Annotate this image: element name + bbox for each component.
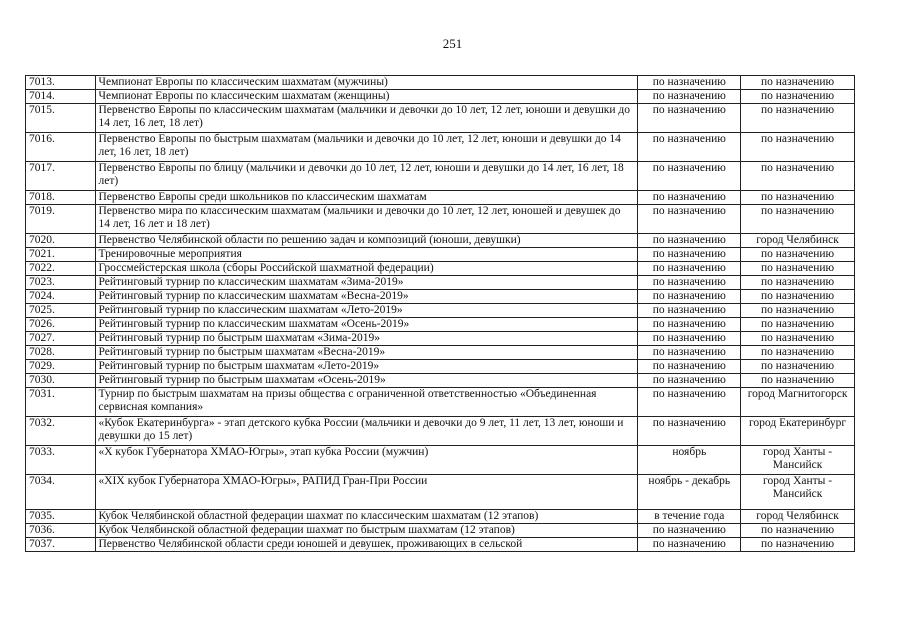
event-name: Кубок Челябинской областной федерации шахмат по быстрым шахматам (12 этапов) <box>95 524 638 538</box>
event-name: Первенство Европы среди школьников по классическим шахматам <box>95 191 638 205</box>
event-place: город Екатеринбург <box>741 417 855 446</box>
row-number: 7031. <box>26 388 96 417</box>
table-row <box>26 191 855 205</box>
event-date: по назначению <box>638 133 741 162</box>
event-name: Рейтинговый турнир по классическим шахматам «Осень-2019» <box>95 318 638 332</box>
row-number: 7014. <box>26 90 96 104</box>
table-row <box>26 332 855 346</box>
event-place: по назначению <box>741 346 855 360</box>
event-name: «Кубок Екатеринбурга» - этап детского кубка России (мальчики и девочки до 9 лет, 11 лет, 13 лет, юноши и девушки до 15 лет) <box>95 417 638 446</box>
event-name: Рейтинговый турнир по быстрым шахматам «Зима-2019» <box>95 332 638 346</box>
event-name: Чемпионат Европы по классическим шахматам (женщины) <box>95 90 638 104</box>
table-row <box>26 205 855 234</box>
event-place: город Челябинск <box>741 510 855 524</box>
event-place: по назначению <box>741 162 855 191</box>
row-number: 7033. <box>26 446 96 475</box>
event-name: Рейтинговый турнир по быстрым шахматам «Лето-2019» <box>95 360 638 374</box>
event-name: Гроссмейстерская школа (сборы Российской шахматной федерации) <box>95 262 638 276</box>
event-date: по назначению <box>638 290 741 304</box>
event-name: Первенство мира по классическим шахматам (мальчики и девочки до 10 лет, 12 лет, юношей и девушек до 14 лет, 16 лет и 18 лет) <box>95 205 638 234</box>
event-name: Рейтинговый турнир по быстрым шахматам «Весна-2019» <box>95 346 638 360</box>
event-date: ноябрь <box>638 446 741 475</box>
event-date: по назначению <box>638 388 741 417</box>
event-date: по назначению <box>638 205 741 234</box>
event-date: по назначению <box>638 417 741 446</box>
event-name: Рейтинговый турнир по классическим шахматам «Зима-2019» <box>95 276 638 290</box>
event-name: Первенство Европы по классическим шахматам (мальчики и девочки до 10 лет, 12 лет, юноши и девушки до 14 лет, 16 лет, 18 лет) <box>95 104 638 133</box>
event-name: Первенство Европы по быстрым шахматам (мальчики и девочки до 10 лет, 12 лет, юноши и девушки до 14 лет, 16 лет, 18 лет) <box>95 133 638 162</box>
table-row <box>26 304 855 318</box>
event-name: Первенство Челябинской области среди юношей и девушек, проживающих в сельской <box>95 538 638 552</box>
table-row <box>26 510 855 524</box>
event-date: по назначению <box>638 524 741 538</box>
table-row <box>26 162 855 191</box>
page-number: 251 <box>442 36 463 51</box>
event-place: по назначению <box>741 205 855 234</box>
row-number: 7019. <box>26 205 96 234</box>
event-date: по назначению <box>638 76 741 90</box>
row-number: 7035. <box>26 510 96 524</box>
event-place: по назначению <box>741 262 855 276</box>
table-row <box>26 374 855 388</box>
event-name: Тренировочные мероприятия <box>95 248 638 262</box>
table-row <box>26 104 855 133</box>
event-date: по назначению <box>638 346 741 360</box>
event-date: по назначению <box>638 162 741 191</box>
event-name: Рейтинговый турнир по быстрым шахматам «Осень-2019» <box>95 374 638 388</box>
event-name: Чемпионат Европы по классическим шахматам (мужчины) <box>95 76 638 90</box>
event-date: по назначению <box>638 360 741 374</box>
table-row <box>26 388 855 417</box>
event-date: по назначению <box>638 318 741 332</box>
table-row <box>26 290 855 304</box>
event-date: по назначению <box>638 304 741 318</box>
table-row <box>26 475 855 510</box>
row-number: 7017. <box>26 162 96 191</box>
row-number: 7029. <box>26 360 96 374</box>
event-place: по назначению <box>741 318 855 332</box>
event-name: «XIX кубок Губернатора ХМАО-Югры», РАПИД Гран-При России <box>95 475 638 510</box>
event-date: по назначению <box>638 90 741 104</box>
row-number: 7030. <box>26 374 96 388</box>
event-date: по назначению <box>638 104 741 133</box>
table-row <box>26 262 855 276</box>
event-place: по назначению <box>741 104 855 133</box>
row-number: 7028. <box>26 346 96 360</box>
row-number: 7023. <box>26 276 96 290</box>
event-date: по назначению <box>638 538 741 552</box>
row-number: 7027. <box>26 332 96 346</box>
event-date: по назначению <box>638 374 741 388</box>
event-place: по назначению <box>741 538 855 552</box>
event-name: Первенство Европы по блицу (мальчики и девочки до 10 лет, 12 лет, юноши и девушки до 14 лет, 16 лет, 18 лет) <box>95 162 638 191</box>
row-number: 7025. <box>26 304 96 318</box>
table-row <box>26 417 855 446</box>
row-number: 7022. <box>26 262 96 276</box>
table-row <box>26 248 855 262</box>
table-row <box>26 133 855 162</box>
event-name: Рейтинговый турнир по классическим шахматам «Весна-2019» <box>95 290 638 304</box>
event-place: по назначению <box>741 374 855 388</box>
event-name: Первенство Челябинской области по решению задач и композиций (юноши, девушки) <box>95 234 638 248</box>
event-place: по назначению <box>741 133 855 162</box>
table-row <box>26 346 855 360</box>
event-place: по назначению <box>741 276 855 290</box>
event-place: по назначению <box>741 191 855 205</box>
event-name: Рейтинговый турнир по классическим шахматам «Лето-2019» <box>95 304 638 318</box>
event-place: по назначению <box>741 290 855 304</box>
row-number: 7034. <box>26 475 96 510</box>
table-row <box>26 276 855 290</box>
row-number: 7015. <box>26 104 96 133</box>
table-row <box>26 446 855 475</box>
event-place: по назначению <box>741 360 855 374</box>
event-place: город Ханты - Мансийск <box>741 446 855 475</box>
row-number: 7016. <box>26 133 96 162</box>
event-place: по назначению <box>741 248 855 262</box>
row-number: 7024. <box>26 290 96 304</box>
table-row <box>26 360 855 374</box>
event-date: по назначению <box>638 332 741 346</box>
event-date: по назначению <box>638 248 741 262</box>
table-row <box>26 538 855 552</box>
row-number: 7032. <box>26 417 96 446</box>
event-name: «X кубок Губернатора ХМАО-Югры», этап кубка России (мужчин) <box>95 446 638 475</box>
event-place: город Магнитогорск <box>741 388 855 417</box>
event-place: по назначению <box>741 524 855 538</box>
row-number: 7018. <box>26 191 96 205</box>
event-date: в течение года <box>638 510 741 524</box>
event-place: по назначению <box>741 332 855 346</box>
row-number: 7026. <box>26 318 96 332</box>
table-row <box>26 90 855 104</box>
event-date: ноябрь - декабрь <box>638 475 741 510</box>
event-date: по назначению <box>638 191 741 205</box>
row-number: 7037. <box>26 538 96 552</box>
event-name: Кубок Челябинской областной федерации шахмат по классическим шахматам (12 этапов) <box>95 510 638 524</box>
event-place: по назначению <box>741 304 855 318</box>
table-row <box>26 76 855 90</box>
row-number: 7013. <box>26 76 96 90</box>
event-place: по назначению <box>741 90 855 104</box>
table-row <box>26 234 855 248</box>
event-date: по назначению <box>638 262 741 276</box>
row-number: 7020. <box>26 234 96 248</box>
table-row <box>26 318 855 332</box>
event-date: по назначению <box>638 276 741 290</box>
event-place: город Челябинск <box>741 234 855 248</box>
event-date: по назначению <box>638 234 741 248</box>
table-row <box>26 524 855 538</box>
event-place: город Ханты - Мансийск <box>741 475 855 510</box>
event-place: по назначению <box>741 76 855 90</box>
row-number: 7036. <box>26 524 96 538</box>
event-name: Турнир по быстрым шахматам на призы общества с ограниченной ответственностью «Объединенная сервисная компания» <box>95 388 638 417</box>
events-table <box>25 75 855 552</box>
row-number: 7021. <box>26 248 96 262</box>
